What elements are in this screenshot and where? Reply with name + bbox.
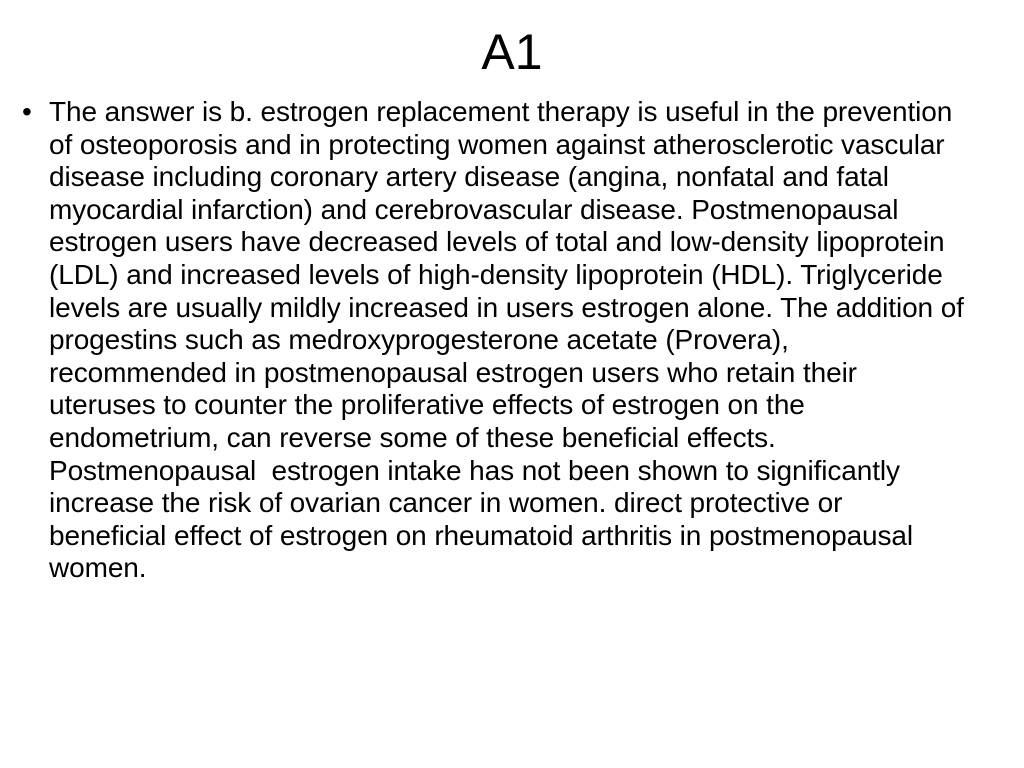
bullet-item — [22, 96, 972, 585]
bullet-marker: • — [22, 96, 32, 127]
bullet-text: The answer is b. estrogen replacement therapy is useful in the prevention of osteoporosis and in protecting women against atherosclerotic vascular disease including coronary artery disease (angina, nonfatal and fatal myocardial infarction) and cerebrovascular disease. Postmenopausal estrogen users have decreased levels of total and low-density lipoprotein (LDL) and increased levels of high-density lipoprotein (HDL). Triglyceride levels are usually mildly increased in users estrogen alone. The addition of progestins such as medroxyprogesterone acetate (Provera), recommended in postmenopausal estrogen users who retain their uteruses to counter the proliferative effects of estrogen on the endometrium, can reverse some of these beneficial effects. Postmenopausal estrogen intake has not been shown to significantly increase the risk of ovarian cancer in women. direct protective or beneficial effect of estrogen on rheumatoid arthritis in postmenopausal women. — [49, 96, 972, 584]
bullet-list — [22, 96, 972, 585]
slide-title: A1 — [481, 24, 543, 80]
